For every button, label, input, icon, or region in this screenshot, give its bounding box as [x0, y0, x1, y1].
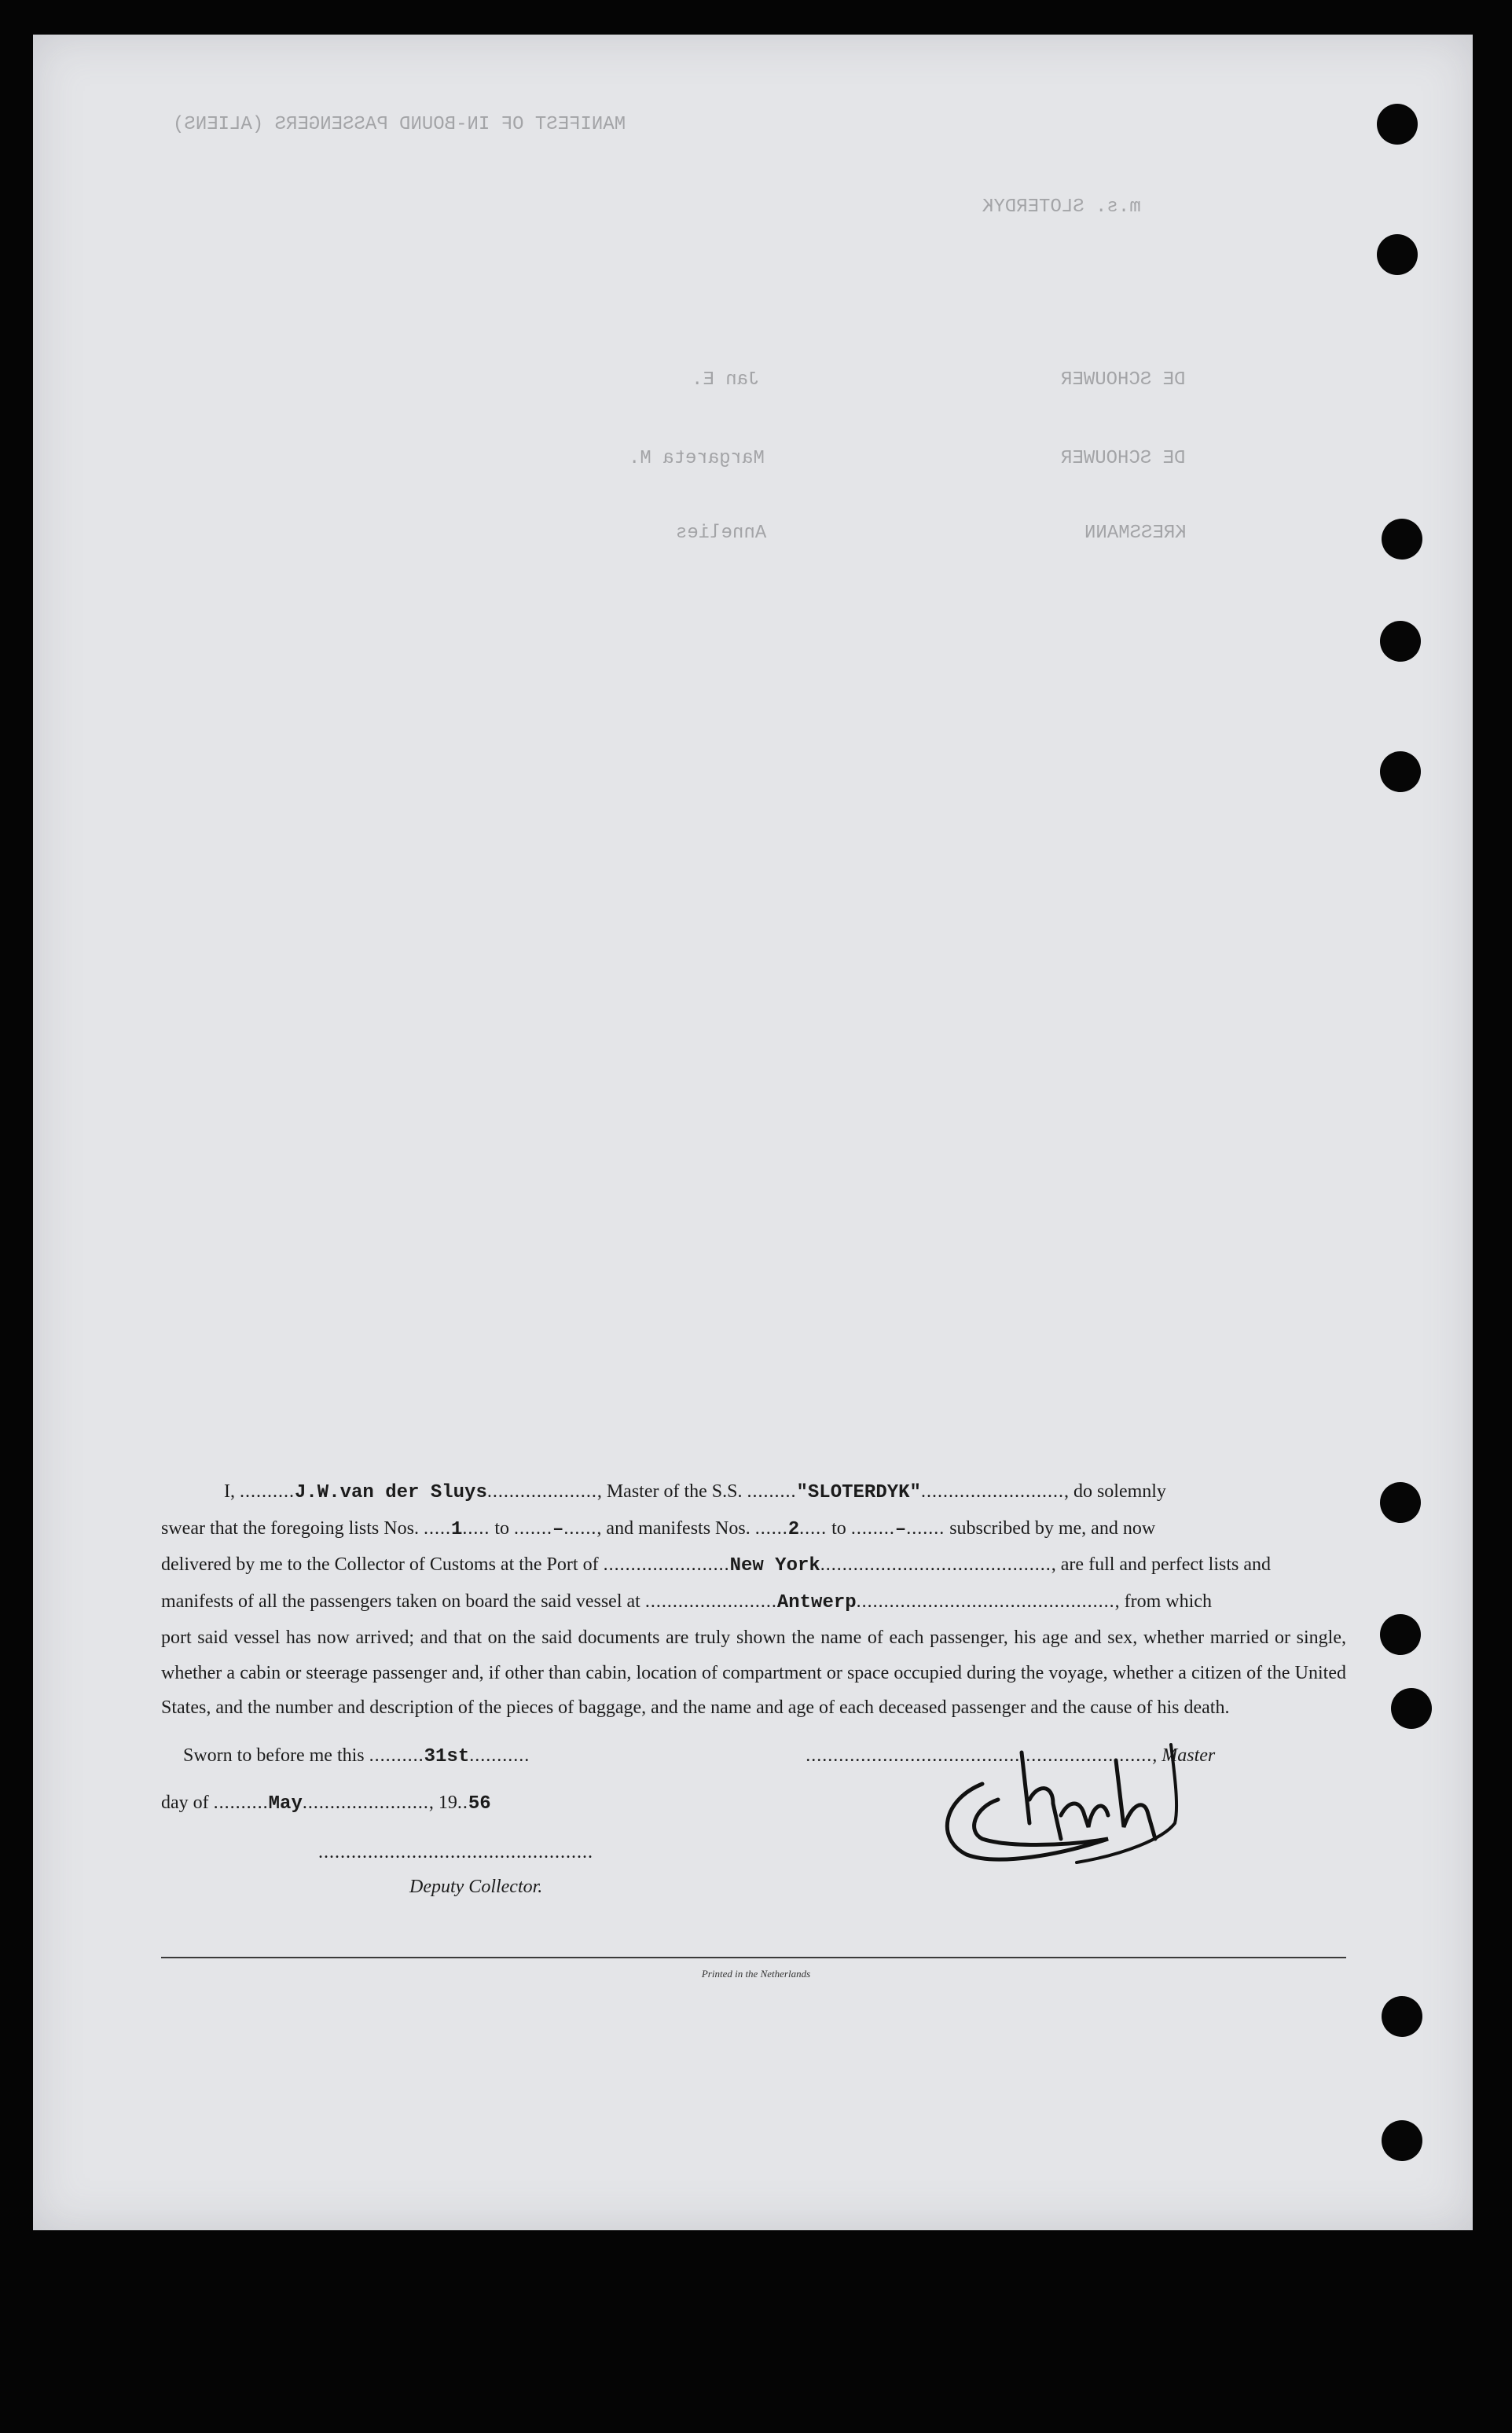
sworn-month: May: [268, 1793, 303, 1815]
deputy-dots: ..................................................: [318, 1841, 593, 1862]
master-signature: [935, 1729, 1202, 1870]
punch-hole: [1377, 234, 1418, 275]
printed-in-note: Printed in the Netherlands: [701, 1968, 811, 1980]
lists-to: –: [552, 1518, 564, 1540]
oath-line-1: I, ..........J.W.van der Sluys...................., Master of the S.S. ........."SLOTERDYK".........................., do solemnly: [224, 1481, 1166, 1503]
bleed-row: Annelies: [676, 523, 767, 544]
arrival-port: New York: [729, 1555, 820, 1576]
punch-hole: [1382, 1996, 1422, 2037]
bleed-row: DE SCHOUWER: [1061, 448, 1186, 469]
punch-hole: [1377, 104, 1418, 145]
deputy-collector-label: Deputy Collector.: [409, 1877, 543, 1897]
sworn-year: 56: [468, 1793, 491, 1815]
punch-hole: [1380, 1614, 1421, 1655]
master-label: , Master: [1152, 1745, 1216, 1766]
manifests-from: 2: [787, 1518, 800, 1540]
bleed-row: Margareta M.: [629, 448, 765, 469]
punch-hole: [1380, 751, 1421, 792]
bleed-row: Jan E.: [692, 369, 760, 391]
sworn-line: Sworn to before me this ..........31st........... ..............................................................., Master: [183, 1745, 1216, 1767]
lists-from: 1: [450, 1518, 463, 1540]
punch-hole: [1382, 519, 1422, 560]
footer-rule: [161, 1957, 1346, 1958]
punch-hole: [1391, 1688, 1432, 1729]
day-of-line: day of ..........May......................., 19..56: [161, 1793, 491, 1815]
bleed-row: DE SCHOUWER: [1061, 369, 1186, 391]
departure-port: Antwerp: [776, 1591, 857, 1613]
punch-hole: [1380, 621, 1421, 662]
bleed-header: MANIFEST OF IN-BOUND PASSENGERS (ALIENS): [173, 114, 626, 135]
manifests-to: –: [894, 1518, 907, 1540]
punch-hole: [1382, 2120, 1422, 2161]
master-name: J.W.van der Sluys: [295, 1482, 487, 1503]
oath-line-3: delivered by me to the Collector of Customs at the Port of .......................New York.........................................., are full and perfect lists and: [161, 1554, 1272, 1576]
oath-line-4: manifests of all the passengers taken on board the said vessel at ........................Antwerp..............................................., from which: [161, 1591, 1212, 1613]
punch-hole: [1380, 1482, 1421, 1523]
bleed-row: KRESSMANN: [1084, 523, 1187, 544]
oath-line-2: swear that the foregoing lists Nos. .....1..... to .......–......, and manifests Nos. ......2..... to ........–....... subscribed by me, and now: [161, 1517, 1156, 1540]
oath-body: port said vessel has now arrived; and that on the said documents are truly shown the name of each passenger, his age and sex, whether married or single, whether a cabin or steerage passenger and, if other than cabin, location of compartment or space occupied during the voyage, whether a citizen of the United States, and the number and description of the pieces of baggage, and the name and age of each deceased passenger and the cause of his death.: [161, 1628, 1346, 1718]
ship-name: "SLOTERDYK": [796, 1482, 921, 1503]
bleed-ship: m.s. SLOTERDYK: [982, 196, 1141, 218]
sworn-day: 31st: [424, 1745, 470, 1767]
